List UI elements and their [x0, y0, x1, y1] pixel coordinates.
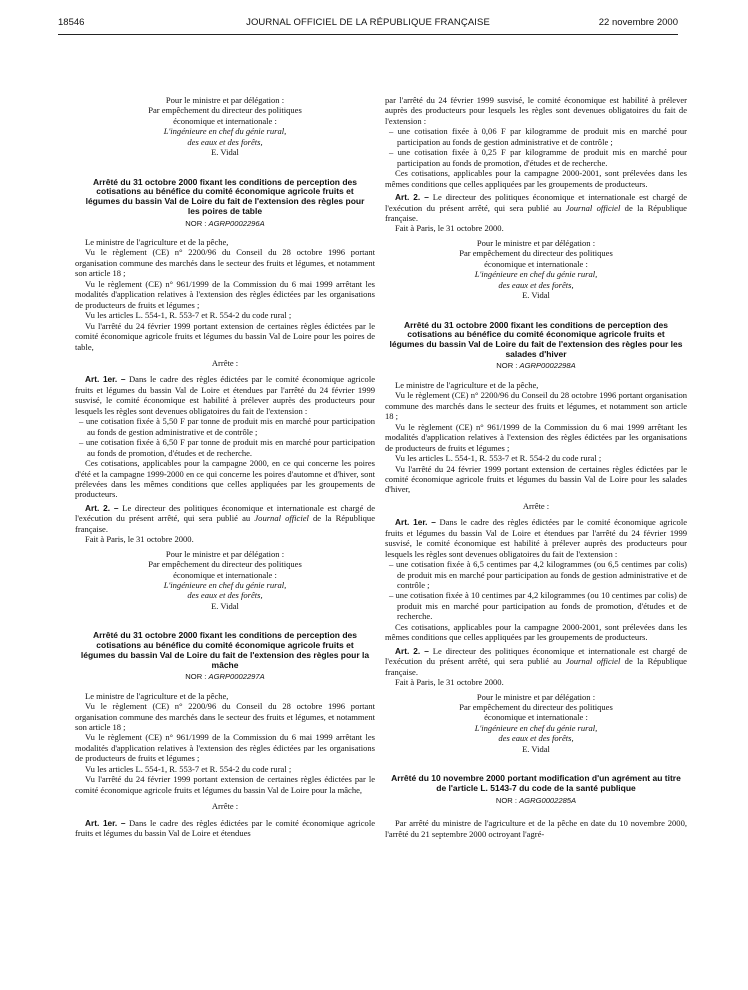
fait-a-paris: Fait à Paris, le 31 octobre 2000.: [85, 534, 194, 545]
paragraph: Vu les articles L. 554-1, R. 553-7 et R. 554-2 du code rural ;: [85, 763, 292, 774]
list-item: – une cotisation fixée à 5,50 F par tonne de produit mis en marché pour participation au fonds de gestion administrative et de contrôle ;: [79, 416, 375, 437]
paragraph: Par arrêté du ministre de l'agriculture et de la pêche en date du 10 novembre 2000, l'arrêté du 21 septembre 2000 octroyant l'agré-: [385, 818, 687, 839]
article-1: Art. 1er. – Dans le cadre des règles édictées par le comité économique agricole fruits et légumes du bassin Val de Loire et étendues par l'arrêté du 24 février 1999 susvisé, le comité économique est habilité à prélever auprès des producteurs pour lesquels les règles sont devenues obligatoires du fait de l'extension :: [75, 374, 375, 416]
paragraph: Vu le règlement (CE) n° 961/1999 de la Commission du 6 mai 1999 arrêtant les modalités d'application relatives à l'extension des règles édictées par les organisations de producteurs de fruits et légumes ;: [75, 732, 375, 764]
signature-line: L'ingénieure en chef du génie rural,: [163, 580, 287, 591]
signature-line: L'ingénieure en chef du génie rural,: [163, 126, 287, 137]
paragraph: Vu le règlement (CE) n° 961/1999 de la Commission du 6 mai 1999 arrêtant les modalités d'application relatives à l'extension des règles édictées par les organisations de producteurs de fruits et légumes ;: [75, 278, 375, 310]
paragraph: Le ministre de l'agriculture et de la pêche,: [85, 690, 229, 701]
paragraph: Vu l'arrêté du 24 février 1999 portant extension de certaines règles édictées par le comité économique agricole fruits et légumes du bassin Val de Loire pour les salades d'hiver,: [385, 463, 687, 495]
signature-line: L'ingénieure en chef du génie rural,: [474, 269, 598, 280]
nor-reference: NOR : AGRP0002297A: [185, 672, 265, 682]
paragraph: Vu le règlement (CE) n° 2200/96 du Conseil du 28 octobre 1996 portant organisation commune des marchés dans le secteur des fruits et légumes, et notamment son article 18 ;: [75, 701, 375, 733]
signature-line: Par empêchement du directeur des politiques: [148, 105, 302, 116]
signature-line: L'ingénieure en chef du génie rural,: [474, 722, 598, 733]
arrete-heading: Arrête :: [211, 801, 239, 812]
page-number: 18546: [58, 17, 85, 28]
article-2: Art. 2. – Le directeur des politiques économique et internationale est chargé de l'exécution du présent arrêté, qui sera publié au Journal officiel de la République française.: [385, 645, 688, 677]
signature-line: Par empêchement du directeur des politiques: [148, 559, 302, 570]
list-item: – une cotisation fixée à 0,25 F par kilogramme de produit mis en marché pour participation au fonds de promotion, d'études et de recherche.: [389, 147, 687, 168]
article-1: Art. 1er. – Dans le cadre des règles édictées par le comité économique agricole fruits et légumes du bassin Val de Loire et étendues: [75, 817, 375, 839]
signature-line: des eaux et des forêts,: [187, 590, 263, 601]
signature-line: Pour le ministre et par délégation :: [165, 548, 285, 559]
paragraph: Vu l'arrêté du 24 février 1999 portant extension de certaines règles édictées par le comité économique agricole fruits et légumes du bassin Val de Loire pour les poires de table,: [75, 320, 375, 352]
signature-line: des eaux et des forêts,: [187, 136, 263, 147]
signature-name: E. Vidal: [522, 743, 550, 754]
paragraph: Vu l'arrêté du 24 février 1999 portant extension de certaines règles édictées par le comité économique agricole fruits et légumes du bassin Val de Loire pour la mâche,: [75, 774, 375, 795]
paragraph: Ces cotisations, applicables pour la campagne 2000-2001, sont prélevées dans les mêmes conditions que celles appliquées par les groupements de producteurs.: [385, 621, 687, 643]
article-2: Art. 2. – Le directeur des politiques économique et internationale est chargé de l'exécution du présent arrêté, qui sera publié au Journal officiel de la République française.: [385, 192, 688, 223]
list-item: – une cotisation fixée à 0,06 F par kilogramme de produit mis en marché pour participation au fonds de gestion administrative et de contrôle ;: [389, 126, 687, 147]
signature-line: Par empêchement du directeur des politiques: [459, 248, 613, 259]
list-item: – une cotisation fixée à 6,5 centimes par 4,2 kilogrammes (ou 6,5 centimes par colis) de produit mis en marché pour participation au fonds de gestion administrative et de contrôle ;: [389, 559, 687, 591]
list-item: – une cotisation fixée à 10 centimes par 4,2 kilogrammes (ou 10 centimes par colis) de produit mis en marché pour participation au fonds de promotion, d'études et de recherche.: [389, 590, 687, 622]
signature-name: E. Vidal: [211, 147, 239, 158]
signature-block: [385, 692, 687, 755]
signature-line: économique et internationale :: [484, 258, 588, 269]
decree-title: Arrêté du 31 octobre 2000 fixant les conditions de perception des cotisations au bénéfice du comité économique agricole fruits et légumes du bassin Val de Loire du fait de l'extension des règles pour la mâche: [80, 630, 370, 670]
nor-reference: NOR : AGRP0002298A: [496, 361, 576, 371]
paragraph: Vu les articles L. 554-1, R. 553-7 et R. 554-2 du code rural ;: [85, 310, 292, 321]
paragraph: Vu le règlement (CE) n° 2200/96 du Conseil du 28 octobre 1996 portant organisation commune des marchés dans le secteur des fruits et légumes, et notamment son article 18 ;: [75, 247, 375, 279]
signature-line: Pour le ministre et par délégation :: [476, 237, 596, 248]
nor-reference: NOR : AGRP0002296A: [185, 218, 265, 228]
paragraph: Vu le règlement (CE) n° 961/1999 de la Commission du 6 mai 1999 arrêtant les modalités d'application relatives à l'extension des règles édictées par les organisations de producteurs de fruits et légumes ;: [385, 421, 687, 453]
journal-title: JOURNAL OFFICIEL DE LA RÉPUBLIQUE FRANÇAISE: [246, 17, 490, 28]
paragraph: Le ministre de l'agriculture et de la pêche,: [85, 236, 229, 247]
signature-name: E. Vidal: [211, 600, 239, 611]
decree-title: Arrêté du 10 novembre 2000 portant modification d'un agrément au titre de l'article L. 5143-7 du code de la santé publique: [391, 773, 681, 793]
list-item: – une cotisation fixée à 6,50 F par tonne de produit mis en marché pour participation au fonds de promotion, d'études et de recherche.: [79, 437, 375, 458]
signature-line: économique et internationale :: [173, 115, 277, 126]
paragraph: Ces cotisations, applicables pour la campagne 2000, en ce qui concerne les poires d'été et la campagne 1999-2000 en ce qui concerne les poires d'automne et d'hiver, sont prélevées dans les mêmes conditions que celles appliquées par les groupements de producteurs.: [75, 458, 375, 500]
header-rule: [58, 34, 678, 35]
page-header: [58, 17, 678, 33]
decree-title: Arrêté du 31 octobre 2000 fixant les conditions de perception des cotisations au bénéfice du comité économique agricole fruits et légumes du bassin Val de Loire du fait de l'extension des règles pour les poires de table: [85, 176, 365, 216]
paragraph: Vu le règlement (CE) n° 2200/96 du Conseil du 28 octobre 1996 portant organisation commune des marchés dans le secteur des fruits et légumes, et notamment son article 18 ;: [385, 390, 687, 422]
paragraph: Ces cotisations, applicables pour la campagne 2000-2001, sont prélevées dans les mêmes conditions que celles appliquées par les groupements de producteurs.: [385, 168, 687, 189]
signature-line: économique et internationale :: [484, 712, 588, 723]
signature-line: Pour le ministre et par délégation :: [476, 691, 596, 702]
signature-name: E. Vidal: [522, 290, 550, 301]
signature-block: [385, 238, 687, 301]
paragraph: par l'arrêté du 24 février 1999 susvisé, le comité économique est habilité à prélever auprès des producteurs pour lesquels les règles sont devenues obligatoires du fait de l'extension :: [385, 95, 687, 126]
article-1: Art. 1er. – Dans le cadre des règles édictées par le comité économique agricole fruits et légumes du bassin Val de Loire et étendues par l'arrêté du 24 février 1999 susvisé, le comité économique est habilité à prélever auprès des producteurs pour lesquels les règles sont devenues obligatoires du fait de l'extension :: [385, 517, 688, 559]
right-column: [385, 95, 687, 839]
signature-line: économique et internationale :: [173, 569, 277, 580]
decree-title: Arrêté du 31 octobre 2000 fixant les conditions de perception des cotisations au bénéfice du comité économique agricole fruits et légumes du bassin Val de Loire du fait de l'extension des règles pour les salades d'hiver: [389, 319, 683, 359]
signature-line: Par empêchement du directeur des politiques: [459, 702, 613, 713]
signature-block: [75, 95, 375, 158]
signature-block: [75, 549, 375, 612]
issue-date: 22 novembre 2000: [598, 17, 678, 28]
signature-line: Pour le ministre et par délégation :: [165, 95, 285, 105]
arrete-heading: Arrête :: [211, 357, 239, 368]
article-2: Art. 2. – Le directeur des politiques économique et internationale est chargé de l'exécution du présent arrêté, qui sera publié au Journal officiel de la République française.: [75, 502, 376, 534]
fait-a-paris: Fait à Paris, le 31 octobre 2000.: [395, 677, 504, 688]
left-column: [75, 95, 375, 839]
paragraph: Le ministre de l'agriculture et de la pêche,: [395, 379, 539, 390]
nor-reference: NOR : AGRG0002285A: [495, 795, 577, 805]
fait-a-paris: Fait à Paris, le 31 octobre 2000.: [395, 223, 504, 234]
signature-line: des eaux et des forêts,: [498, 279, 574, 290]
paragraph: Vu les articles L. 554-1, R. 553-7 et R. 554-2 du code rural ;: [395, 453, 602, 464]
arrete-heading: Arrête :: [522, 500, 550, 511]
signature-line: des eaux et des forêts,: [498, 733, 574, 744]
